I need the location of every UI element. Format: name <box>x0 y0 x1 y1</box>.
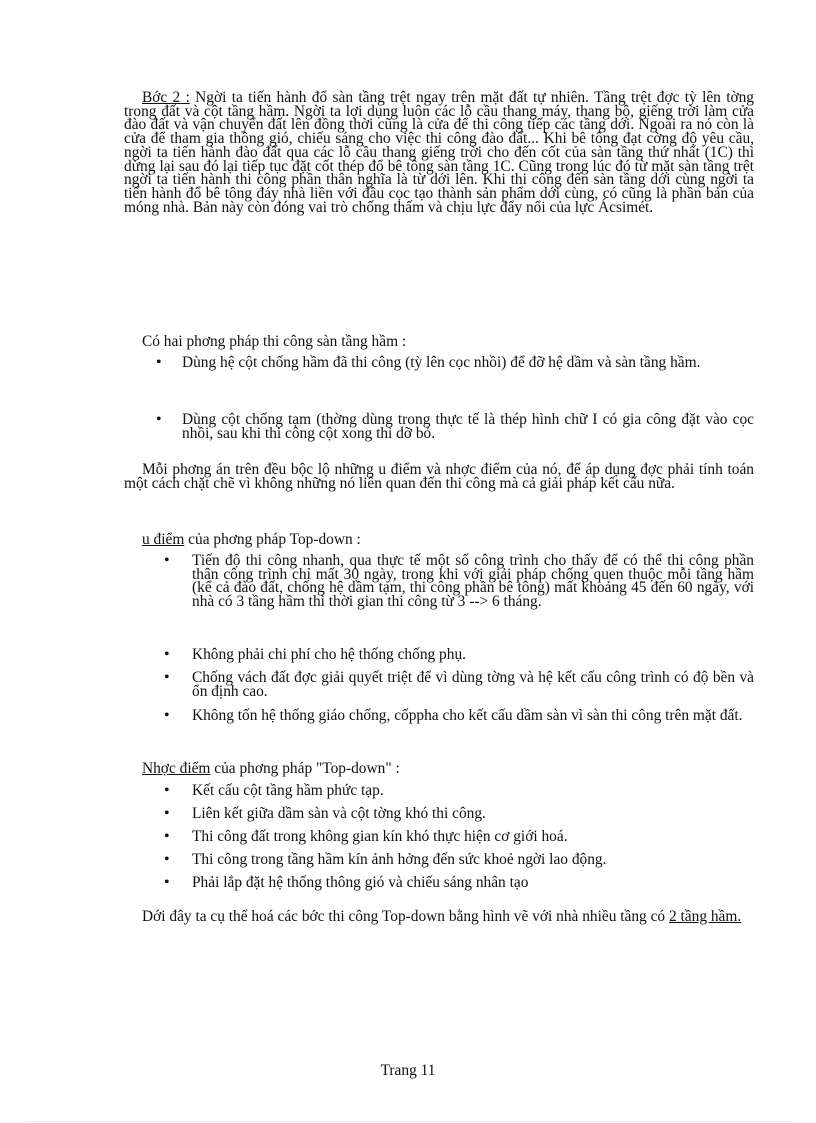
advantage-item <box>164 669 754 700</box>
advantages-label: u điểm <box>142 531 185 548</box>
bullet-icon: • <box>156 411 162 428</box>
bullet-icon: • <box>164 552 170 569</box>
disadvantage-text: Liên kết giữa dầm sàn và cột tờng khó thi công. <box>192 805 486 822</box>
disadvantage-item <box>164 828 754 845</box>
method-text: Dùng hệ cột chống hầm đã thi công (tỳ lên cọc nhồi) để đỡ hệ dầm và sàn tầng hầm. <box>182 354 701 371</box>
method-item <box>156 411 754 442</box>
bullet-icon: • <box>164 851 170 868</box>
bullet-icon: • <box>164 828 170 845</box>
advantages-heading <box>124 533 754 547</box>
method-text: Dùng cột chống tạm (thờng dùng trong thực tế là thép hình chữ I có gia công đặt vào cọc nhồi, sau khi thi công cột xong thì dỡ bỏ. <box>182 411 754 442</box>
disadvantages-label: Nhợc điểm <box>142 760 211 777</box>
disadvantage-item <box>164 782 754 799</box>
bullet-icon: • <box>164 707 170 724</box>
disadvantage-text: Kết cấu cột tầng hầm phức tạp. <box>192 782 384 799</box>
disadvantage-item <box>164 874 754 891</box>
disadvantages-heading-text: của phơng pháp "Top-down" : <box>210 760 400 777</box>
advantage-item <box>164 707 754 724</box>
advantage-text: Chống vách đất đợc giải quyết triệt để vì dùng tờng và hệ kết cấu công trình có độ bền và ổn định cao. <box>192 669 754 700</box>
page-bottom-divider <box>26 1121 790 1122</box>
each-method-text: Mỗi phơng án trên đều bộc lộ những u điểm và nhợc điểm của nó, để áp dụng đợc phải tính toán một cách chặt chẽ vì không những nó liên quan đến thi công mà cả giải pháp kết cấu nữa. <box>124 461 754 492</box>
advantage-item <box>164 552 754 611</box>
step2-label: Bớc 2 : <box>142 89 190 106</box>
step2-paragraph <box>124 91 754 214</box>
disadvantage-item <box>164 851 754 868</box>
step2-text: Ngời ta tiến hành đổ sàn tầng trệt ngay trên mặt đất tự nhiên. Tầng trệt đợc tỳ lên tờng trong đất và cột tầng hầm. Ngời ta lợi dụng luôn các lỗ cầu thang máy, thang bộ, giếng trời làm cửa đào đất và vận chuyển đất lên đồng thời cũng là cửa để thi công tiếp các tầng dới. Ngoài ra nó còn là cửa để tham gia thông gió, chiếu sáng cho việc thi công đào đất... Khi bê tông đạt cờng độ yêu cầu, ngời ta tiến hành đào đất qua các lỗ cầu thang giếng trời cho đến cốt của sàn tầng thứ nhất (1C) thì dừng lại sau đó lại tiếp tục đặt cốt thép đổ bê tông sàn tầng 1C. Cũng trong lúc đó từ mặt sàn tầng trệt ngời ta tiến hành thi công phần thân nghĩa là từ dới lên. Khi thi công đến sàn tầng dới cùng ngời ta tiến hành đổ bê tông đáy nhà liền với đầu cọc tạo thành sản phẩm dới cùng, có cũng là phần bản của móng nhà. Bản này còn đóng vai trò chống thấm và chịu lực đẩy nổi của lực Ácsimét. <box>124 89 754 216</box>
disadvantage-text: Phải lắp đặt hệ thống thông gió và chiếu sáng nhân tạo <box>192 874 529 891</box>
disadvantages-heading <box>124 762 754 776</box>
each-method-paragraph <box>124 463 754 490</box>
methods-intro <box>124 335 754 349</box>
page-number: Trang 11 <box>380 1062 436 1079</box>
bullet-icon: • <box>164 669 170 686</box>
bullet-icon: • <box>164 782 170 799</box>
bullet-icon: • <box>156 354 162 371</box>
bullet-icon: • <box>164 805 170 822</box>
advantage-text: Tiến độ thi công nhanh, qua thực tế một số công trình cho thấy để có thể thi công phần thân công trình chỉ mất 30 ngày, trong khi với giải pháp chống quen thuộc mỗi tầng hầm (kể cả đào đất, chống hệ dầm tạm, thi công phần bê tông) mất khoảng 45 đến 60 ngày, với nhà có 3 tầng hầm thì thời gian thi công từ 3 --> 6 tháng. <box>192 552 754 611</box>
bullet-icon: • <box>164 646 170 663</box>
advantage-text: Không phải chi phí cho hệ thống chống phụ. <box>192 646 466 663</box>
advantage-text: Không tốn hệ thống giáo chống, cốppha cho kết cấu dầm sàn vì sàn thi công trên mặt đất. <box>192 707 743 724</box>
method-item <box>156 354 754 371</box>
disadvantage-text: Thi công trong tầng hầm kín ảnh hởng đến sức khoẻ ngời lao động. <box>192 851 607 868</box>
advantages-heading-text: của phơng pháp Top-down : <box>184 531 361 548</box>
bullet-icon: • <box>164 874 170 891</box>
closing-paragraph <box>124 910 754 924</box>
disadvantage-text: Thi công đất trong không gian kín khó thực hiện cơ giới hoá. <box>192 828 568 845</box>
advantage-item <box>164 646 754 663</box>
closing-text: Dới đây ta cụ thể hoá các bớc thi công Top-down bằng hình vẽ với nhà nhiều tầng có <box>142 908 669 925</box>
methods-intro-text: Có hai phơng pháp thi công sàn tầng hầm : <box>142 333 407 350</box>
closing-underlined: 2 tầng hầm. <box>668 908 742 925</box>
disadvantage-item <box>164 805 754 822</box>
